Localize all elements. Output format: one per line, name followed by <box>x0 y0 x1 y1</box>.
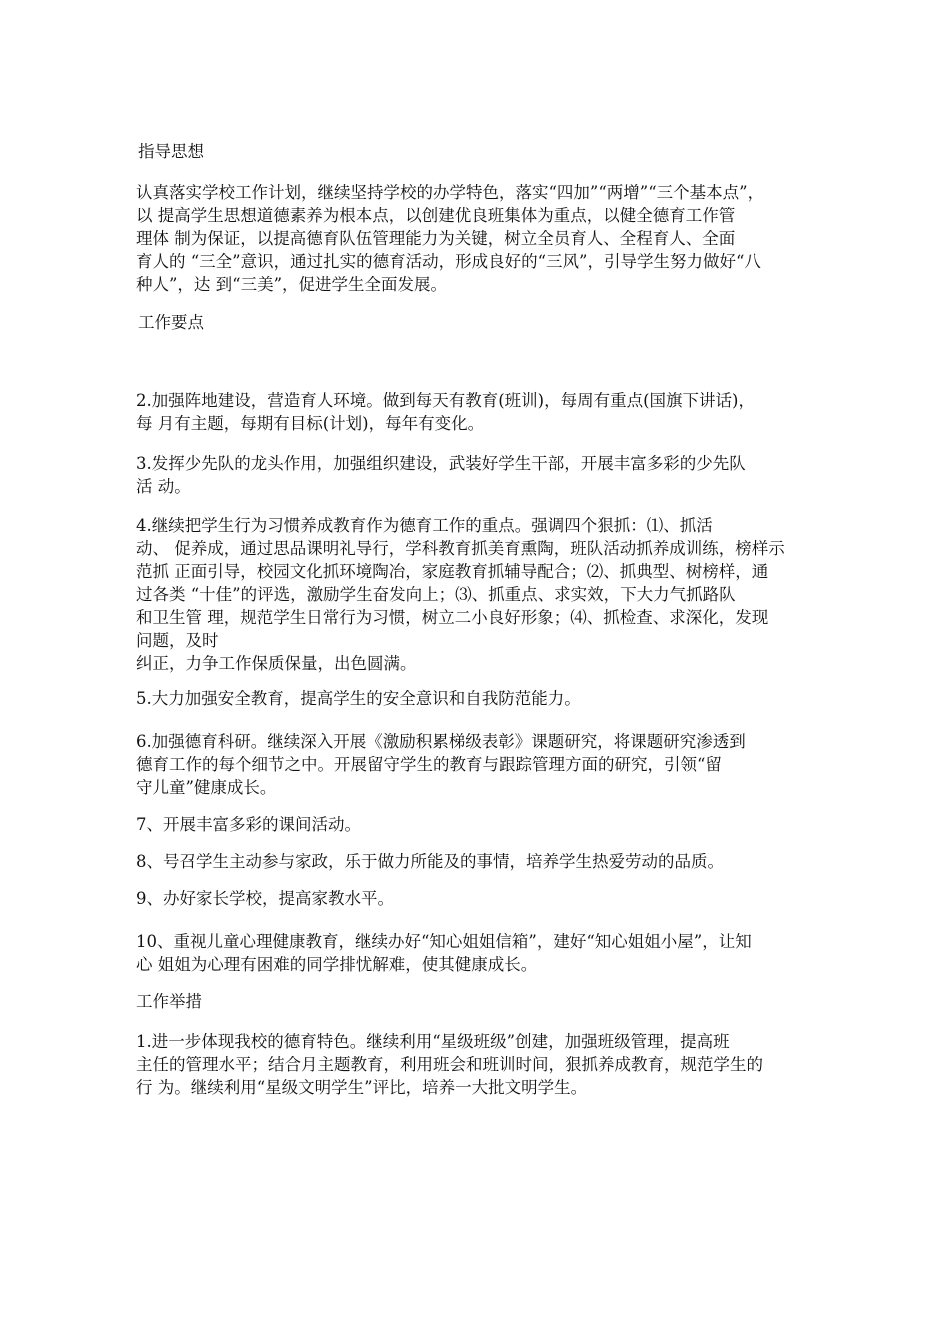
points-heading: 工作要点 <box>138 313 204 332</box>
point-9-paragraph: 9、办好家长学校，提高家教水平。 <box>136 889 394 908</box>
paragraph-line: 动、 促养成，通过思品课明礼导行，学科教育抓美育熏陶，班队活动抓养成训练，榜样示 <box>136 539 785 558</box>
point-6-paragraph <box>136 730 836 799</box>
paragraph-line: 德育工作的每个细节之中。开展留守学生的教育与跟踪管理方面的研究，引领“留 <box>136 755 722 774</box>
paragraph-line: 4.继续把学生行为习惯养成教育作为德育工作的重点。强调四个狠抓：⑴、抓活 <box>136 516 713 535</box>
measures-heading: 工作举措 <box>136 992 202 1011</box>
guiding-heading: 指导思想 <box>138 142 204 161</box>
paragraph-line: 守儿童”健康成长。 <box>136 778 277 797</box>
paragraph-line: 问题，及时 <box>136 631 219 650</box>
paragraph-line: 1.进一步体现我校的德育特色。继续利用“星级班级”创建，加强班级管理，提高班 <box>136 1032 730 1051</box>
point-2-paragraph <box>136 389 836 435</box>
point-5-paragraph: 5.大力加强安全教育，提高学生的安全意识和自我防范能力。 <box>136 689 581 708</box>
paragraph-line: 以 提高学生思想道德素养为根本点，以创建优良班集体为重点，以健全德育工作管 <box>136 206 736 225</box>
guiding-paragraph <box>136 181 836 296</box>
point-8-paragraph: 8、号召学生主动参与家政，乐于做力所能及的事情，培养学生热爱劳动的品质。 <box>136 852 724 871</box>
paragraph-line: 3.发挥少先队的龙头作用，加强组织建设，武装好学生干部，开展丰富多彩的少先队 <box>136 454 746 473</box>
paragraph-line: 6.加强德育科研。继续深入开展《激励积累梯级表彰》课题研究，将课题研究渗透到 <box>136 732 746 751</box>
paragraph-line: 每 月有主题，每期有目标(计划)，每年有变化。 <box>136 414 485 433</box>
paragraph-line: 纠正，力争工作保质保量，出色圆满。 <box>136 654 417 673</box>
paragraph-line: 种人”，达 到“三美”，促进学生全面发展。 <box>136 275 448 294</box>
paragraph-line: 主任的管理水平；结合月主题教育，利用班会和班训时间，狠抓养成教育，规范学生的 <box>136 1055 763 1074</box>
paragraph-line: 活 动。 <box>136 477 191 496</box>
point-7-paragraph: 7、开展丰富多彩的课间活动。 <box>136 815 361 834</box>
paragraph-line: 育人的 “三全”意识，通过扎实的德育活动，形成良好的“三风”，引导学生努力做好“八 <box>136 252 761 271</box>
point-3-paragraph <box>136 452 836 498</box>
paragraph-line: 心 姐姐为心理有困难的同学排忧解难，使其健康成长。 <box>136 955 538 974</box>
paragraph-line: 认真落实学校工作计划，继续坚持学校的办学特色，落实“四加”“两增”“三个基本点”， <box>136 183 765 202</box>
paragraph-line: 过各类 “十佳”的评选，激励学生奋发向上；⑶、抓重点、求实效，下大力气抓路队 <box>136 585 736 604</box>
point-4-paragraph <box>136 514 836 675</box>
measure-1-paragraph <box>136 1030 836 1099</box>
paragraph-line: 行 为。继续利用“星级文明学生”评比，培养一大批文明学生。 <box>136 1078 588 1097</box>
paragraph-line: 2.加强阵地建设，营造育人环境。做到每天有教育(班训)，每周有重点(国旗下讲话)， <box>136 391 755 410</box>
point-10-paragraph <box>136 930 836 976</box>
paragraph-line: 和卫生管 理，规范学生日常行为习惯，树立二小良好形象；⑷、抓检查、求深化，发现 <box>136 608 769 627</box>
paragraph-line: 范抓 正面引导，校园文化抓环境陶冶，家庭教育抓辅导配合；⑵、抓典型、树榜样，通 <box>136 562 769 581</box>
paragraph-line: 理体 制为保证，以提高德育队伍管理能力为关键，树立全员育人、全程育人、全面 <box>136 229 736 248</box>
paragraph-line: 10、重视儿童心理健康教育，继续办好“知心姐姐信箱”，建好“知心姐姐小屋”，让知 <box>136 932 752 951</box>
